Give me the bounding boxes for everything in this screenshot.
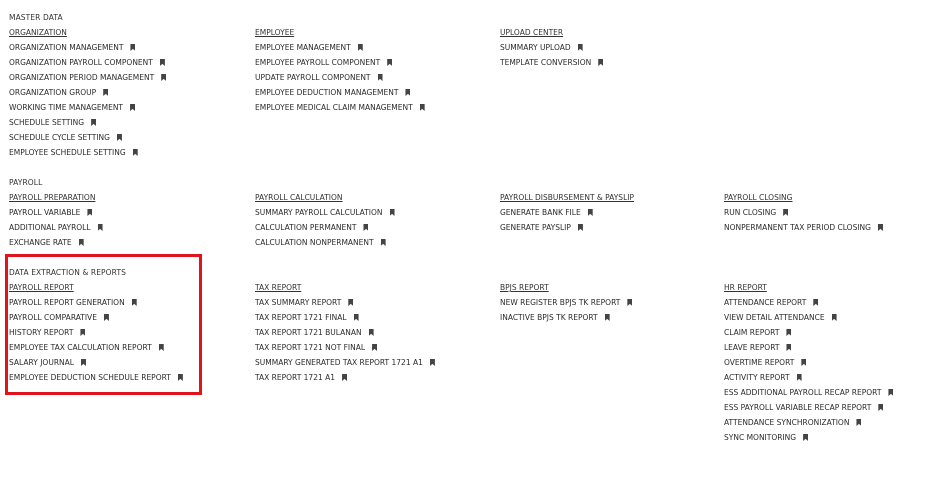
menu-item-employee-management[interactable] bbox=[255, 43, 425, 58]
menu-item-label: ADDITIONAL PAYROLL bbox=[9, 223, 91, 232]
menu-item-tax-report-1721-final[interactable] bbox=[255, 313, 435, 328]
menu-item-summary-payroll-calculation[interactable] bbox=[255, 208, 395, 223]
bookmark-icon[interactable] bbox=[832, 314, 837, 321]
bookmark-icon[interactable] bbox=[369, 329, 374, 336]
menu-item-working-time-management[interactable] bbox=[9, 103, 166, 118]
menu-item-label: CALCULATION PERMANENT bbox=[255, 223, 357, 232]
highlight-box bbox=[5, 254, 202, 395]
bookmark-icon[interactable] bbox=[348, 299, 353, 306]
bookmark-icon[interactable] bbox=[117, 134, 122, 141]
bookmark-icon[interactable] bbox=[813, 299, 818, 306]
menu-item-exchange-rate[interactable] bbox=[9, 238, 103, 253]
bookmark-icon[interactable] bbox=[342, 374, 347, 381]
bookmark-icon[interactable] bbox=[803, 434, 808, 441]
menu-item-sync-monitoring[interactable] bbox=[724, 433, 893, 448]
menu-item-overtime-report[interactable] bbox=[724, 358, 893, 373]
menu-item-label: LEAVE REPORT bbox=[724, 343, 780, 352]
menu-item-claim-report[interactable] bbox=[724, 328, 893, 343]
bookmark-icon[interactable] bbox=[378, 74, 383, 81]
menu-item-label: OVERTIME REPORT bbox=[724, 358, 795, 367]
menu-item-tax-report-1721-not-final[interactable] bbox=[255, 343, 435, 358]
menu-item-label: ATTENDANCE SYNCHRONIZATION bbox=[724, 418, 850, 427]
group-header-upload-center[interactable]: UPLOAD CENTER bbox=[500, 28, 564, 37]
bookmark-icon[interactable] bbox=[405, 89, 410, 96]
menu-item-label: EMPLOYEE DEDUCTION MANAGEMENT bbox=[255, 88, 399, 97]
menu-item-label: HISTORY REPORT bbox=[9, 328, 74, 337]
menu-item-tax-report-1721-a1[interactable] bbox=[255, 373, 435, 388]
bookmark-icon[interactable] bbox=[888, 389, 893, 396]
bookmark-icon[interactable] bbox=[372, 344, 377, 351]
menu-item-employee-schedule-setting[interactable] bbox=[9, 148, 166, 163]
menu-item-label: NEW REGISTER BPJS TK REPORT bbox=[500, 298, 621, 307]
menu-item-label: ESS PAYROLL VARIABLE RECAP REPORT bbox=[724, 403, 872, 412]
bookmark-icon[interactable] bbox=[430, 359, 435, 366]
bookmark-icon[interactable] bbox=[801, 359, 806, 366]
bookmark-icon[interactable] bbox=[420, 104, 425, 111]
menu-item-label: ESS ADDITIONAL PAYROLL RECAP REPORT bbox=[724, 388, 882, 397]
menu-item-label: GENERATE BANK FILE bbox=[500, 208, 581, 217]
menu-item-leave-report[interactable] bbox=[724, 343, 893, 358]
menu-item-label: SCHEDULE SETTING bbox=[9, 118, 85, 127]
group-header-payroll-closing[interactable]: PAYROLL CLOSING bbox=[724, 193, 793, 202]
menu-item-tax-summary-report[interactable] bbox=[255, 298, 435, 313]
menu-item-organization-group[interactable] bbox=[9, 88, 166, 103]
bookmark-icon[interactable] bbox=[87, 209, 92, 216]
bookmark-icon[interactable] bbox=[390, 209, 395, 216]
menu-item-label: EMPLOYEE SCHEDULE SETTING bbox=[9, 148, 126, 157]
menu-item-label: TAX REPORT 1721 A1 bbox=[255, 373, 336, 382]
menu-item-label: EMPLOYEE DEDUCTION SCHEDULE REPORT bbox=[9, 373, 171, 382]
menu-item-view-detail-attendance[interactable] bbox=[724, 313, 893, 328]
menu-item-inactive-bpjs-tk-report[interactable] bbox=[500, 313, 632, 328]
group-header-payroll-report[interactable]: PAYROLL REPORT bbox=[9, 283, 74, 292]
menu-item-label: SUMMARY GENERATED TAX REPORT 1721 A1 bbox=[255, 358, 423, 367]
bookmark-icon[interactable] bbox=[588, 209, 593, 216]
bookmark-icon[interactable] bbox=[878, 404, 883, 411]
menu-item-label: SYNC MONITORING bbox=[724, 433, 797, 442]
bookmark-icon[interactable] bbox=[130, 44, 135, 51]
bookmark-icon[interactable] bbox=[381, 239, 386, 246]
menu-item-template-conversion[interactable] bbox=[500, 58, 603, 73]
group-employee bbox=[255, 28, 425, 118]
menu-item-run-closing[interactable] bbox=[724, 208, 883, 223]
menu-item-generate-bank-file[interactable] bbox=[500, 208, 634, 223]
bookmark-icon[interactable] bbox=[786, 329, 791, 336]
menu-item-nonpermanent-tax-period-closing[interactable] bbox=[724, 223, 883, 238]
group-organization bbox=[9, 28, 166, 163]
group-header-tax-report[interactable]: TAX REPORT bbox=[255, 283, 302, 292]
menu-item-summary-upload[interactable] bbox=[500, 43, 603, 58]
menu-item-label: PAYROLL REPORT GENERATION bbox=[9, 298, 125, 307]
menu-item-label: CALCULATION NONPERMANENT bbox=[255, 238, 374, 247]
menu-item-label: GENERATE PAYSLIP bbox=[500, 223, 571, 232]
menu-item-label: SALARY JOURNAL bbox=[9, 358, 74, 367]
menu-item-employee-payroll-component[interactable] bbox=[255, 58, 425, 73]
bookmark-icon[interactable] bbox=[578, 44, 583, 51]
bookmark-icon[interactable] bbox=[856, 419, 861, 426]
menu-item-label: ORGANIZATION PAYROLL COMPONENT bbox=[9, 58, 153, 67]
section-title-master-data: MASTER DATA bbox=[9, 13, 63, 22]
menu-item-label: TAX REPORT 1721 BULANAN bbox=[255, 328, 362, 337]
menu-item-organization-management[interactable] bbox=[9, 43, 166, 58]
menu-item-label: EMPLOYEE PAYROLL COMPONENT bbox=[255, 58, 381, 67]
bookmark-icon[interactable] bbox=[354, 314, 359, 321]
menu-item-employee-deduction-management[interactable] bbox=[255, 88, 425, 103]
group-upload-center bbox=[500, 28, 603, 73]
bookmark-icon[interactable] bbox=[605, 314, 610, 321]
menu-item-label: TEMPLATE CONVERSION bbox=[500, 58, 592, 67]
section-title-reports: DATA EXTRACTION & REPORTS bbox=[9, 268, 126, 277]
menu-item-label: NONPERMANENT TAX PERIOD CLOSING bbox=[724, 223, 871, 232]
group-header-payroll-calculation[interactable]: PAYROLL CALCULATION bbox=[255, 193, 343, 202]
bookmark-icon[interactable] bbox=[133, 149, 138, 156]
bookmark-icon[interactable] bbox=[783, 209, 788, 216]
menu-item-label: SUMMARY UPLOAD bbox=[500, 43, 571, 52]
menu-item-calculation-permanent[interactable] bbox=[255, 223, 395, 238]
bookmark-icon[interactable] bbox=[786, 344, 791, 351]
menu-item-label: ORGANIZATION MANAGEMENT bbox=[9, 43, 124, 52]
bookmark-icon[interactable] bbox=[103, 89, 108, 96]
bookmark-icon[interactable] bbox=[578, 224, 583, 231]
group-payroll-calculation bbox=[255, 193, 395, 253]
group-payroll-disbursement bbox=[500, 193, 634, 238]
group-header-organization[interactable]: ORGANIZATION bbox=[9, 28, 67, 37]
menu-item-ess-payroll-variable-recap-report[interactable] bbox=[724, 403, 893, 418]
menu-item-organization-payroll-component[interactable] bbox=[9, 58, 166, 73]
bookmark-icon[interactable] bbox=[797, 374, 802, 381]
menu-item-update-payroll-component[interactable] bbox=[255, 73, 425, 88]
menu-item-tax-report-1721-bulanan[interactable] bbox=[255, 328, 435, 343]
menu-item-label: PAYROLL VARIABLE bbox=[9, 208, 81, 217]
section-title-payroll: PAYROLL bbox=[9, 178, 43, 187]
bookmark-icon[interactable] bbox=[878, 224, 883, 231]
group-payroll-closing bbox=[724, 193, 883, 238]
menu-item-attendance-synchronization[interactable] bbox=[724, 418, 893, 433]
menu-item-summary-generated-tax-report-1721-a1[interactable] bbox=[255, 358, 435, 373]
group-payroll-preparation bbox=[9, 193, 103, 253]
menu-item-label: CLAIM REPORT bbox=[724, 328, 780, 337]
bookmark-icon[interactable] bbox=[130, 104, 135, 111]
menu-item-label: VIEW DETAIL ATTENDANCE bbox=[724, 313, 825, 322]
group-header-employee[interactable]: EMPLOYEE bbox=[255, 28, 295, 37]
menu-item-label: ATTENDANCE REPORT bbox=[724, 298, 807, 307]
menu-item-ess-additional-payroll-recap-report[interactable] bbox=[724, 388, 893, 403]
menu-item-label: INACTIVE BPJS TK REPORT bbox=[500, 313, 598, 322]
menu-item-schedule-setting[interactable] bbox=[9, 118, 166, 133]
group-header-bpjs-report[interactable]: BPJS REPORT bbox=[500, 283, 549, 292]
group-header-payroll-disbursement-payslip[interactable]: PAYROLL DISBURSEMENT & PAYSLIP bbox=[500, 193, 634, 202]
menu-item-payroll-variable[interactable] bbox=[9, 208, 103, 223]
group-header-payroll-preparation[interactable]: PAYROLL PREPARATION bbox=[9, 193, 96, 202]
menu-item-label: TAX REPORT 1721 NOT FINAL bbox=[255, 343, 366, 352]
menu-item-label: WORKING TIME MANAGEMENT bbox=[9, 103, 124, 112]
menu-item-generate-payslip[interactable] bbox=[500, 223, 634, 238]
bookmark-icon[interactable] bbox=[363, 224, 368, 231]
bookmark-icon[interactable] bbox=[79, 239, 84, 246]
menu-item-organization-period-management[interactable] bbox=[9, 73, 166, 88]
bookmark-icon[interactable] bbox=[387, 59, 392, 66]
menu-item-label: SCHEDULE CYCLE SETTING bbox=[9, 133, 110, 142]
menu-item-label: ACTIVITY REPORT bbox=[724, 373, 790, 382]
menu-item-label: TAX SUMMARY REPORT bbox=[255, 298, 342, 307]
menu-item-label: ORGANIZATION PERIOD MANAGEMENT bbox=[9, 73, 155, 82]
bookmark-icon[interactable] bbox=[91, 119, 96, 126]
menu-item-label: EMPLOYEE MEDICAL CLAIM MANAGEMENT bbox=[255, 103, 413, 112]
group-hr-report bbox=[724, 283, 893, 448]
menu-item-attendance-report[interactable] bbox=[724, 298, 893, 313]
group-tax-report bbox=[255, 283, 435, 388]
menu-item-label: TAX REPORT 1721 FINAL bbox=[255, 313, 347, 322]
bookmark-icon[interactable] bbox=[627, 299, 632, 306]
menu-item-label: EMPLOYEE TAX CALCULATION REPORT bbox=[9, 343, 152, 352]
menu-item-activity-report[interactable] bbox=[724, 373, 893, 388]
menu-item-label: ORGANIZATION GROUP bbox=[9, 88, 97, 97]
menu-item-employee-medical-claim-management[interactable] bbox=[255, 103, 425, 118]
menu-item-calculation-nonpermanent[interactable] bbox=[255, 238, 395, 253]
menu-item-schedule-cycle-setting[interactable] bbox=[9, 133, 166, 148]
menu-item-label: UPDATE PAYROLL COMPONENT bbox=[255, 73, 371, 82]
bookmark-icon[interactable] bbox=[98, 224, 103, 231]
group-header-hr-report[interactable]: HR REPORT bbox=[724, 283, 767, 292]
bookmark-icon[interactable] bbox=[358, 44, 363, 51]
menu-item-label: SUMMARY PAYROLL CALCULATION bbox=[255, 208, 383, 217]
group-bpjs-report bbox=[500, 283, 632, 328]
menu-item-label: PAYROLL COMPARATIVE bbox=[9, 313, 97, 322]
bookmark-icon[interactable] bbox=[160, 59, 165, 66]
menu-item-label: EXCHANGE RATE bbox=[9, 238, 72, 247]
menu-item-label: RUN CLOSING bbox=[724, 208, 777, 217]
bookmark-icon[interactable] bbox=[598, 59, 603, 66]
menu-item-new-register-bpjs-tk-report[interactable] bbox=[500, 298, 632, 313]
menu-item-additional-payroll[interactable] bbox=[9, 223, 103, 238]
bookmark-icon[interactable] bbox=[161, 74, 166, 81]
menu-item-label: EMPLOYEE MANAGEMENT bbox=[255, 43, 351, 52]
